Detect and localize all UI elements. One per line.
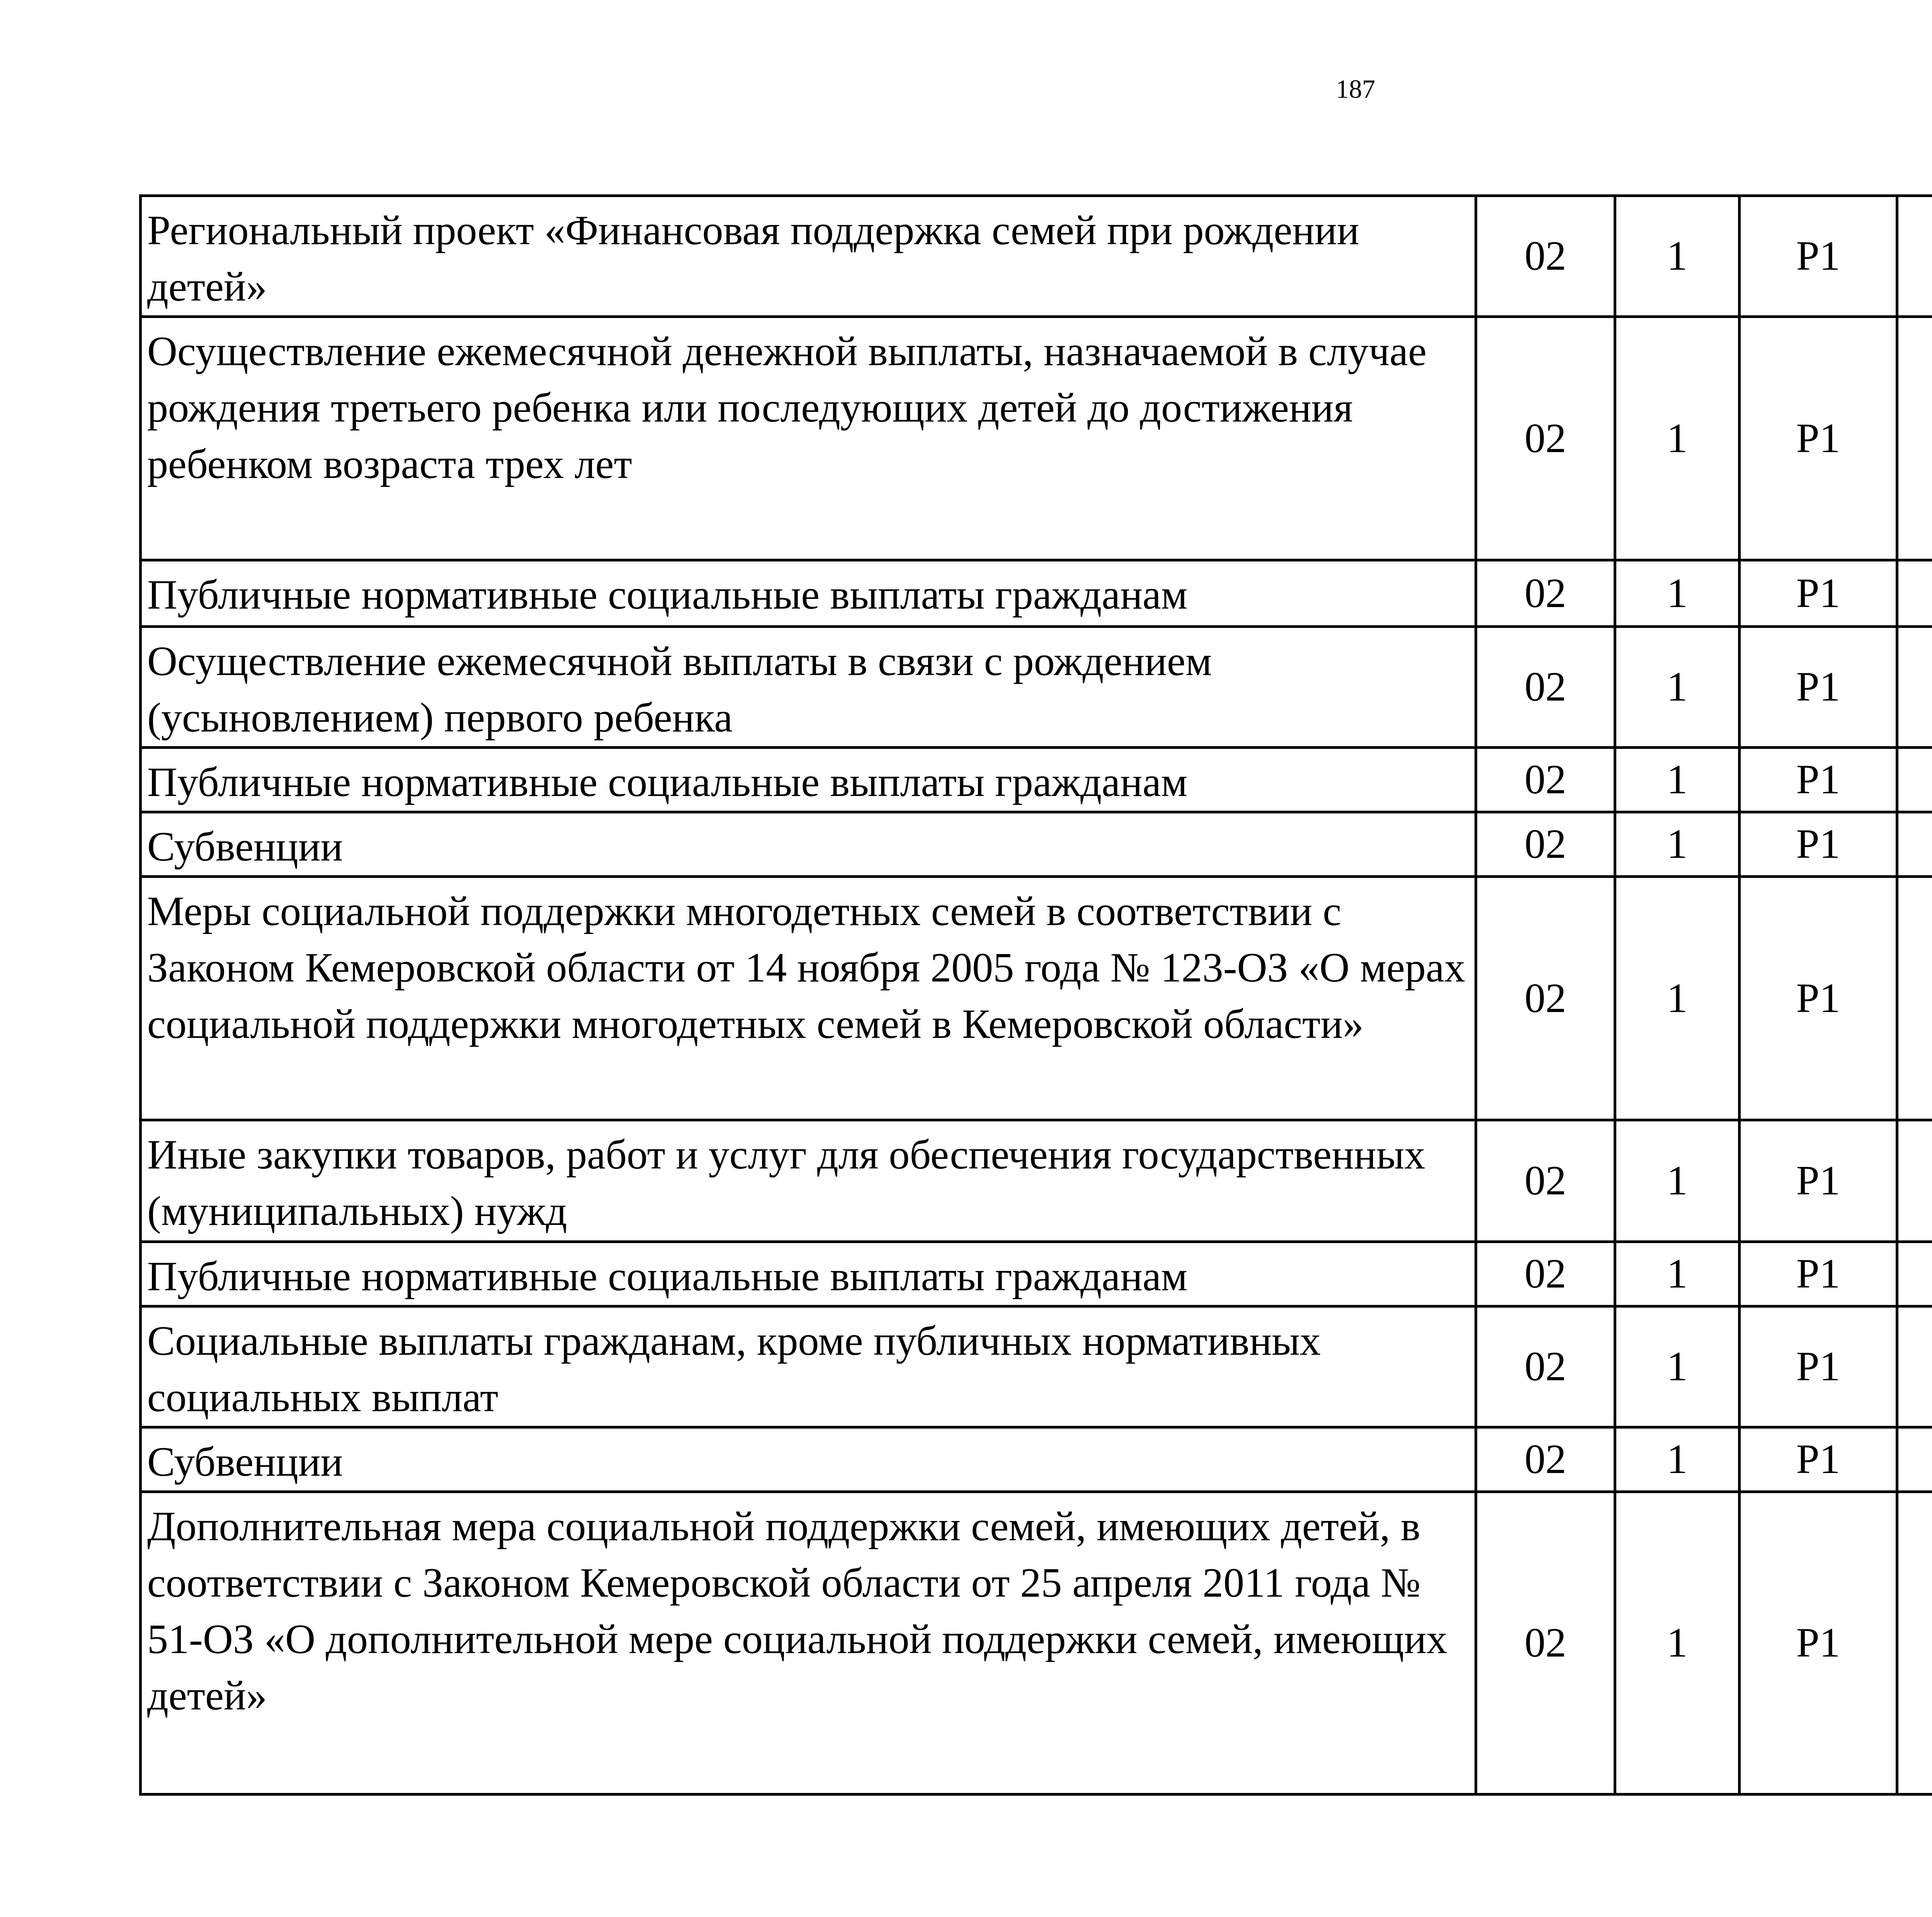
row-name: Дополнительная мера социальной поддержки семей, имеющих детей, в соответствии с Законом Кемеровской области от 25 апреля 2011 года № 51-ОЗ «О дополнительной мере социальной поддержки семей, имеющих детей» [141,1492,1476,1795]
row-code-2: 1 [1615,1242,1740,1306]
row-code-4 [1897,1427,1932,1492]
row-code-2: 1 [1615,1427,1740,1492]
row-code-4 [1897,1306,1932,1427]
table-row [141,560,1932,627]
row-code-4 [1897,1120,1932,1242]
row-code-3: P1 [1740,627,1897,748]
row-code-4 [1897,196,1932,317]
row-code-1: 02 [1476,1120,1615,1242]
table-row [141,627,1932,748]
table-row [141,196,1932,317]
row-code-2: 1 [1615,317,1740,560]
row-code-1: 02 [1476,1306,1615,1427]
row-code-2: 1 [1615,196,1740,317]
row-name: Социальные выплаты гражданам, кроме публичных нормативных социальных выплат [141,1306,1476,1427]
row-code-3: P1 [1740,877,1897,1120]
row-code-3: P1 [1740,1120,1897,1242]
table-row [141,877,1932,1120]
row-code-2: 1 [1615,1306,1740,1427]
table-row [141,1427,1932,1492]
row-code-4 [1897,812,1932,877]
row-code-3: P1 [1740,196,1897,317]
row-name: Осуществление ежемесячной выплаты в связи с рождением (усыновлением) первого ребенка [141,627,1476,748]
row-code-3: P1 [1740,1427,1897,1492]
table-row [141,1242,1932,1306]
row-code-1: 02 [1476,560,1615,627]
row-code-4 [1897,317,1932,560]
row-name: Публичные нормативные социальные выплаты гражданам [141,1242,1476,1306]
row-name: Региональный проект «Финансовая поддержка семей при рождении детей» [141,196,1476,317]
row-code-2: 1 [1615,748,1740,812]
page-number: 187 [1336,74,1375,104]
row-name: Публичные нормативные социальные выплаты гражданам [141,560,1476,627]
row-name: Субвенции [141,812,1476,877]
row-code-2: 1 [1615,812,1740,877]
row-code-2: 1 [1615,560,1740,627]
row-code-3: P1 [1740,1306,1897,1427]
row-code-1: 02 [1476,627,1615,748]
row-code-1: 02 [1476,748,1615,812]
table-row [141,1120,1932,1242]
row-code-3: P1 [1740,1242,1897,1306]
row-code-3: P1 [1740,560,1897,627]
row-code-1: 02 [1476,1427,1615,1492]
row-code-2: 1 [1615,627,1740,748]
row-code-3: P1 [1740,748,1897,812]
row-name: Осуществление ежемесячной денежной выплаты, назначаемой в случае рождения третьего ребенка или последующих детей до достижения ребенком возраста трех лет [141,317,1476,560]
table-row [141,812,1932,877]
row-code-2: 1 [1615,877,1740,1120]
row-code-1: 02 [1476,877,1615,1120]
table-row [141,1492,1932,1795]
row-name: Иные закупки товаров, работ и услуг для обеспечения государственных (муниципальных) нужд [141,1120,1476,1242]
row-code-2: 1 [1615,1492,1740,1795]
row-name: Публичные нормативные социальные выплаты гражданам [141,748,1476,812]
row-code-3: P1 [1740,812,1897,877]
table-row [141,748,1932,812]
row-code-4 [1897,877,1932,1120]
row-code-3: P1 [1740,317,1897,560]
table-row [141,317,1932,560]
row-code-4 [1897,748,1932,812]
budget-table [139,194,1932,1796]
row-code-1: 02 [1476,812,1615,877]
row-code-4 [1897,627,1932,748]
row-code-4 [1897,1492,1932,1795]
row-name: Меры социальной поддержки многодетных семей в соответствии с Законом Кемеровской области от 14 ноября 2005 года № 123-ОЗ «О мерах социальной поддержки многодетных семей в Кемеровской области» [141,877,1476,1120]
table-row [141,1306,1932,1427]
row-code-1: 02 [1476,196,1615,317]
row-code-2: 1 [1615,1120,1740,1242]
row-code-4 [1897,560,1932,627]
row-code-4 [1897,1242,1932,1306]
row-code-1: 02 [1476,1242,1615,1306]
row-name: Субвенции [141,1427,1476,1492]
row-code-1: 02 [1476,317,1615,560]
row-code-1: 02 [1476,1492,1615,1795]
row-code-3: P1 [1740,1492,1897,1795]
